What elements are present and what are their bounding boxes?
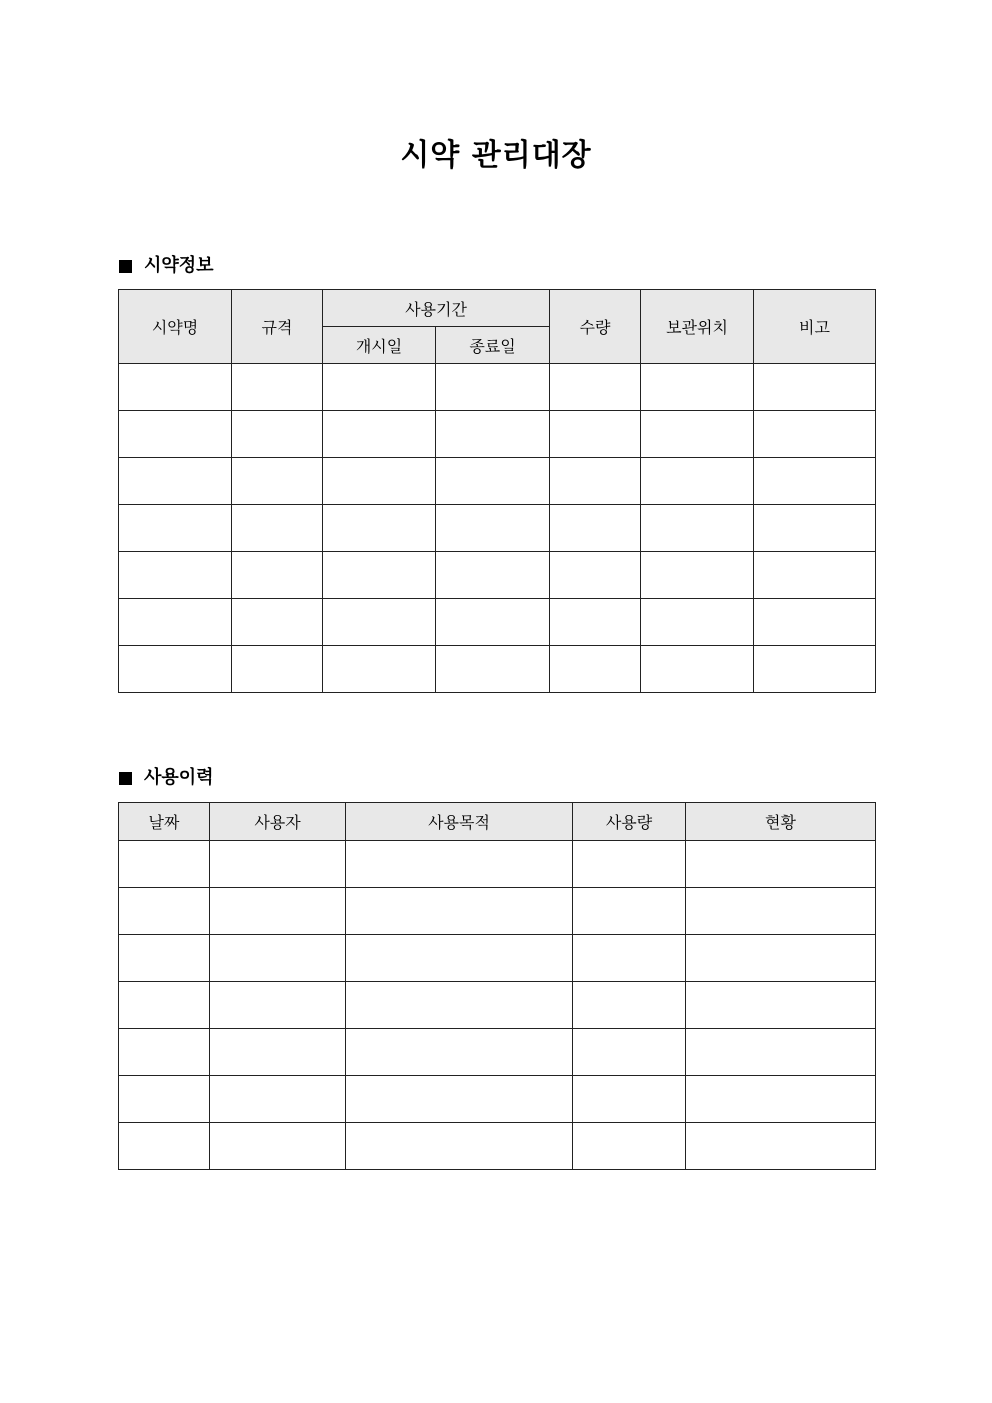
table-cell[interactable]: [346, 888, 573, 935]
header-spec: 규격: [232, 290, 323, 364]
bullet-square-icon: [119, 260, 132, 273]
table-cell[interactable]: [686, 888, 876, 935]
table-cell[interactable]: [686, 935, 876, 982]
reagent-info-heading: [119, 253, 214, 279]
table-row: [119, 888, 876, 935]
table-cell[interactable]: [210, 1029, 346, 1076]
table-row: [119, 982, 876, 1029]
table-cell[interactable]: [573, 1076, 686, 1123]
table-row: [119, 458, 876, 505]
table-cell[interactable]: [550, 411, 641, 458]
table-cell[interactable]: [436, 552, 550, 599]
table-cell[interactable]: [550, 364, 641, 411]
table-cell[interactable]: [573, 982, 686, 1029]
table-cell[interactable]: [323, 411, 436, 458]
table-cell[interactable]: [119, 458, 232, 505]
table-row: [119, 841, 876, 888]
table-row: [119, 364, 876, 411]
table-cell[interactable]: [232, 646, 323, 693]
table-cell[interactable]: [550, 552, 641, 599]
table-cell[interactable]: [119, 1029, 210, 1076]
table-cell[interactable]: [686, 982, 876, 1029]
table-cell[interactable]: [232, 552, 323, 599]
header-amount-used: 사용량: [573, 803, 686, 841]
table-row: [119, 599, 876, 646]
table-cell[interactable]: [550, 505, 641, 552]
table-cell[interactable]: [346, 1123, 573, 1170]
table-cell[interactable]: [119, 646, 232, 693]
table-cell[interactable]: [754, 364, 876, 411]
table-cell[interactable]: [210, 1076, 346, 1123]
table-cell[interactable]: [436, 364, 550, 411]
reagent-info-table: [118, 289, 876, 693]
table-cell[interactable]: [686, 1029, 876, 1076]
table-cell[interactable]: [686, 841, 876, 888]
usage-history-table: [118, 802, 876, 1170]
table-cell[interactable]: [550, 646, 641, 693]
table-cell[interactable]: [641, 552, 754, 599]
bullet-square-icon: [119, 772, 132, 785]
table-cell[interactable]: [323, 505, 436, 552]
table-cell[interactable]: [550, 599, 641, 646]
table-cell[interactable]: [119, 411, 232, 458]
table-cell[interactable]: [641, 411, 754, 458]
table-cell[interactable]: [641, 646, 754, 693]
table-cell[interactable]: [573, 841, 686, 888]
table-cell[interactable]: [346, 982, 573, 1029]
table-cell[interactable]: [641, 364, 754, 411]
header-quantity: 수량: [550, 290, 641, 364]
header-storage-location: 보관위치: [641, 290, 754, 364]
header-usage-period: 사용기간: [323, 290, 550, 327]
table-row: [119, 646, 876, 693]
table-row: [119, 935, 876, 982]
table-cell[interactable]: [754, 646, 876, 693]
table-cell[interactable]: [573, 935, 686, 982]
table-row: [119, 411, 876, 458]
header-status: 현황: [686, 803, 876, 841]
table-row: [119, 1029, 876, 1076]
table-cell[interactable]: [119, 841, 210, 888]
header-purpose: 사용목적: [346, 803, 573, 841]
table-cell[interactable]: [232, 599, 323, 646]
table-cell[interactable]: [119, 1123, 210, 1170]
table-cell[interactable]: [119, 599, 232, 646]
header-remarks: 비고: [754, 290, 876, 364]
table-cell[interactable]: [346, 1076, 573, 1123]
table-cell[interactable]: [754, 458, 876, 505]
table-cell[interactable]: [754, 411, 876, 458]
reagent-info-heading-label: 시약정보: [144, 255, 214, 276]
table-cell[interactable]: [119, 935, 210, 982]
table-cell[interactable]: [323, 552, 436, 599]
table-cell[interactable]: [436, 646, 550, 693]
header-date: 날짜: [119, 803, 210, 841]
header-reagent-name: 시약명: [119, 290, 232, 364]
table-cell[interactable]: [119, 505, 232, 552]
table-cell[interactable]: [346, 841, 573, 888]
header-row: [119, 290, 876, 327]
table-cell[interactable]: [436, 458, 550, 505]
usage-history-heading: [119, 765, 214, 791]
table-cell[interactable]: [754, 505, 876, 552]
table-cell[interactable]: [210, 841, 346, 888]
table-cell[interactable]: [119, 982, 210, 1029]
table-cell[interactable]: [210, 1123, 346, 1170]
header-user: 사용자: [210, 803, 346, 841]
table-cell[interactable]: [573, 1029, 686, 1076]
header-row: [119, 803, 876, 841]
table-cell[interactable]: [754, 599, 876, 646]
header-end-date: 종료일: [436, 327, 550, 364]
table-cell[interactable]: [550, 458, 641, 505]
table-cell[interactable]: [232, 505, 323, 552]
table-cell[interactable]: [436, 411, 550, 458]
table-row: [119, 1123, 876, 1170]
table-cell[interactable]: [232, 458, 323, 505]
table-cell[interactable]: [436, 599, 550, 646]
table-cell[interactable]: [323, 458, 436, 505]
table-cell[interactable]: [210, 935, 346, 982]
table-cell[interactable]: [686, 1123, 876, 1170]
table-cell[interactable]: [210, 982, 346, 1029]
table-cell[interactable]: [754, 552, 876, 599]
table-cell[interactable]: [641, 505, 754, 552]
table-cell[interactable]: [346, 1029, 573, 1076]
table-cell[interactable]: [119, 1076, 210, 1123]
table-cell[interactable]: [119, 364, 232, 411]
table-row: [119, 1076, 876, 1123]
table-cell[interactable]: [436, 505, 550, 552]
table-cell[interactable]: [210, 888, 346, 935]
table-cell[interactable]: [232, 411, 323, 458]
usage-history-heading-label: 사용이력: [144, 767, 214, 788]
table-cell[interactable]: [641, 599, 754, 646]
table-cell[interactable]: [119, 552, 232, 599]
table-cell[interactable]: [323, 364, 436, 411]
table-cell[interactable]: [323, 646, 436, 693]
header-start-date: 개시일: [323, 327, 436, 364]
table-cell[interactable]: [323, 599, 436, 646]
table-row: [119, 552, 876, 599]
table-cell[interactable]: [346, 935, 573, 982]
table-row: [119, 505, 876, 552]
table-cell[interactable]: [686, 1076, 876, 1123]
table-cell[interactable]: [232, 364, 323, 411]
page-title: 시약 관리대장: [400, 138, 592, 173]
table-cell[interactable]: [641, 458, 754, 505]
table-cell[interactable]: [119, 888, 210, 935]
table-cell[interactable]: [573, 888, 686, 935]
table-cell[interactable]: [573, 1123, 686, 1170]
